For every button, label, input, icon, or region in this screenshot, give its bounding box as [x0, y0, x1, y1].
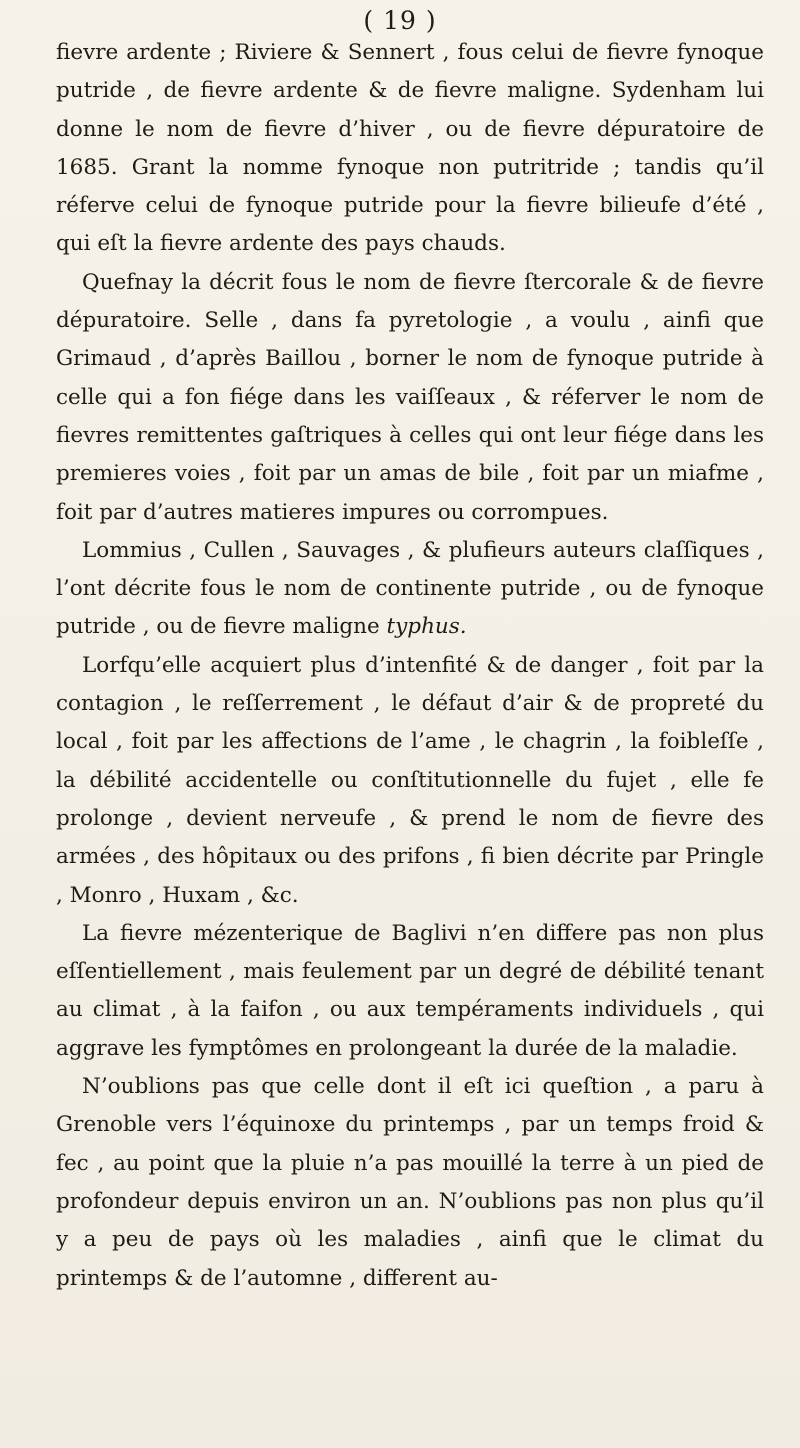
paragraph-5: La fievre mézenterique de Baglivi n’en differe pas non plus eſſentiellement , mais feulement par un degré de débilité tenant au climat , à la faifon , ou aux tempéraments individuels , qui aggrave les fymptômes en prolongeant la durée de la maladie. — [56, 920, 764, 1061]
page-number: ( 19 ) — [363, 6, 437, 35]
paragraph-1: fievre ardente ; Riviere & Sennert , fous celui de fievre fynoque putride , de fievre ardente & de fievre maligne. Sydenham lui donne le nom de fievre d’hiver , ou de fievre dépuratoire de 1685. Grant la nomme fynoque non putritride ; tandis qu’il réferve celui de fynoque putride pour la fievre bilieufe d’été , qui eſt la fievre ardente des pays chauds. — [56, 40, 764, 257]
paragraph-2: Quefnay la décrit fous le nom de fievre ſtercorale & de fievre dépuratoire. Selle , dans fa pyretologie , a voulu , ainfi que Grimaud , d’après Baillou , borner le nom de fynoque putride à celle qui a fon fiége dans les vaiſſeaux , & réferver le nom de fievres remittentes gaſtriques à celles qui ont leur fiége dans les premieres voies , foit par un amas de bile , foit par un miafme , foit par d’autres matieres impures ou corrompues. — [56, 269, 764, 525]
paragraph-6: N’oublions pas que celle dont il eſt ici queſtion , a paru à Grenoble vers l’équinoxe du printemps , par un temps froid & fec , au point que la pluie n’a pas mouillé la terre à un pied de profondeur depuis environ un an. N’oublions pas non plus qu’il y a peu de pays où les maladies , ainfi que le climat du printemps & de l’automne , different au- — [56, 1074, 764, 1291]
paragraph-3-italic-word: typhus. — [386, 614, 467, 640]
paragraph-3 — [56, 532, 764, 647]
body-text — [56, 34, 764, 1298]
paragraph-3-text: Lommius , Cullen , Sauvages , & plufieurs auteurs claſſiques , l’ont décrite fous le nom de continente putride , ou de fynoque putride , ou de fievre maligne — [56, 537, 764, 640]
paragraph-4: Lorfqu’elle acquiert plus d’intenfité & de danger , foit par la contagion , le reſſerrement , le défaut d’air & de propreté du local , foit par les affections de l’ame , le chagrin , la foibleſſe , la débilité accidentelle ou conſtitutionnelle du fujet , elle fe prolonge , devient nerveufe , & prend le nom de fievre des armées , des hôpitaux ou des prifons , fi bien décrite par Pringle , Monro , Huxam , &c. — [56, 652, 764, 908]
